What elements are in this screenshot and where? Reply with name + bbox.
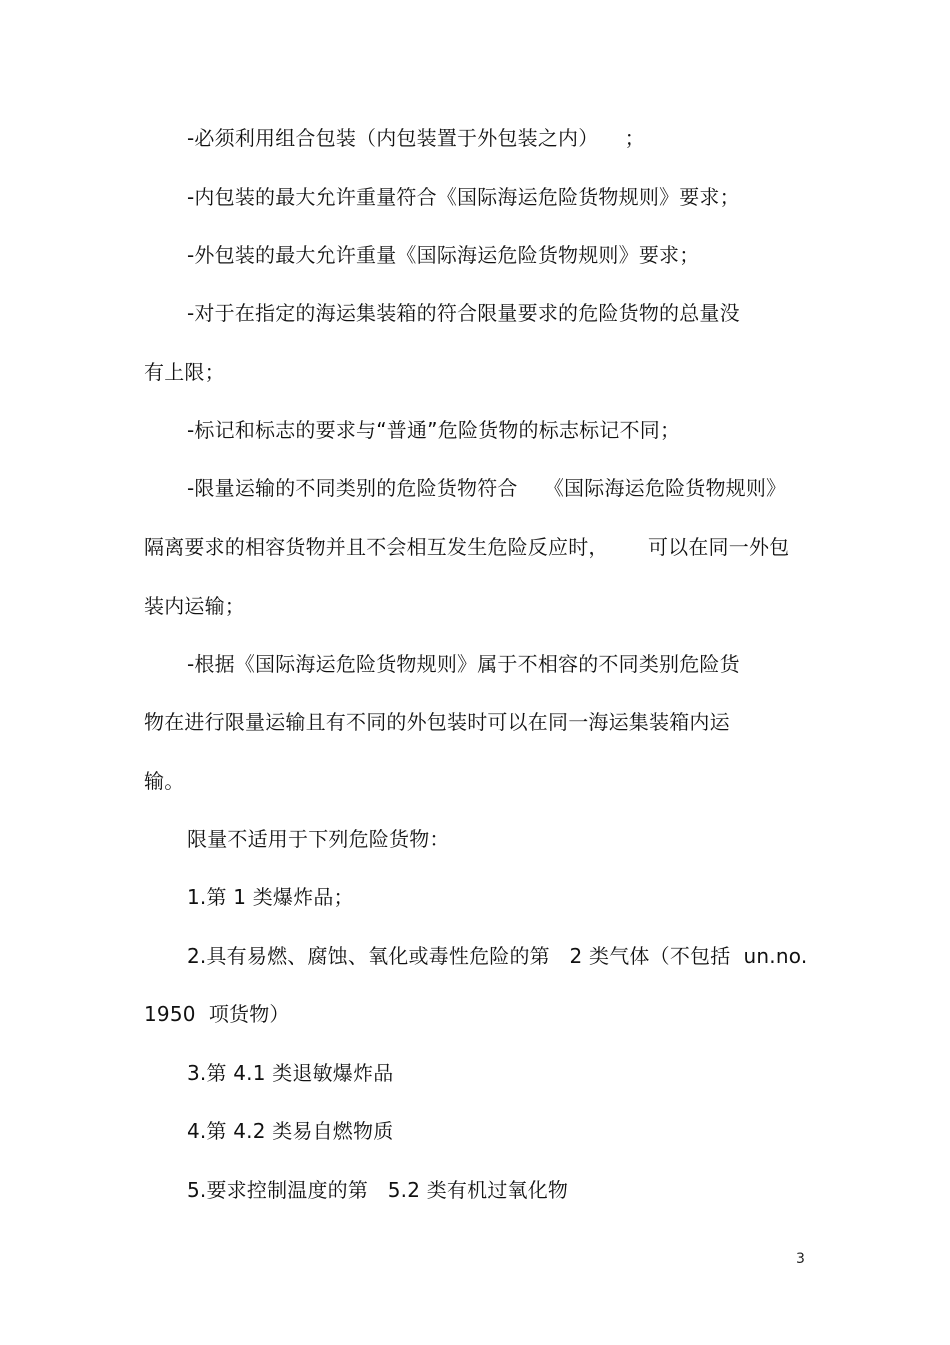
text-line: 装内运输； <box>144 594 245 618</box>
text-line: 有上限； <box>144 360 225 384</box>
text-line: 1950 项货物） <box>144 1002 290 1026</box>
text-line: 5.要求控制温度的第 5.2 类有机过氧化物 <box>187 1178 569 1202</box>
text-line: -根据《国际海运危险货物规则》属于不相容的不同类别危险货 <box>187 652 740 676</box>
text-line: -标记和标志的要求与“普通”危险货物的标志标记不同； <box>187 418 681 442</box>
text-line: 物在进行限量运输且有不同的外包装时可以在同一海运集装箱内运 <box>144 710 730 734</box>
text-line: 1.第 1 类爆炸品； <box>187 885 354 909</box>
text-line: -必须利用组合包装（内包装置于外包装之内） ； <box>187 126 645 150</box>
text-line: 隔离要求的相容货物并且不会相互发生危险反应时， 可以在同一外包 <box>144 535 790 559</box>
text-line: 2.具有易燃、腐蚀、氧化或毒性危险的第 2 类气体（不包括 un.no. <box>187 944 808 968</box>
text-line: 3.第 4.1 类退敏爆炸品 <box>187 1061 394 1085</box>
page-number: 3 <box>796 1251 805 1267</box>
text-line: 输。 <box>144 769 185 793</box>
text-line: -限量运输的不同类别的危险货物符合 《国际海运危险货物规则》 <box>187 476 787 500</box>
text-line: -内包装的最大允许重量符合《国际海运危险货物规则》要求； <box>187 185 740 209</box>
text-line: -对于在指定的海运集装箱的符合限量要求的危险货物的总量没 <box>187 301 740 325</box>
text-line: 4.第 4.2 类易自燃物质 <box>187 1119 394 1143</box>
text-line: -外包装的最大允许重量《国际海运危险货物规则》要求； <box>187 243 700 267</box>
text-line: 限量不适用于下列危险货物： <box>187 827 450 851</box>
